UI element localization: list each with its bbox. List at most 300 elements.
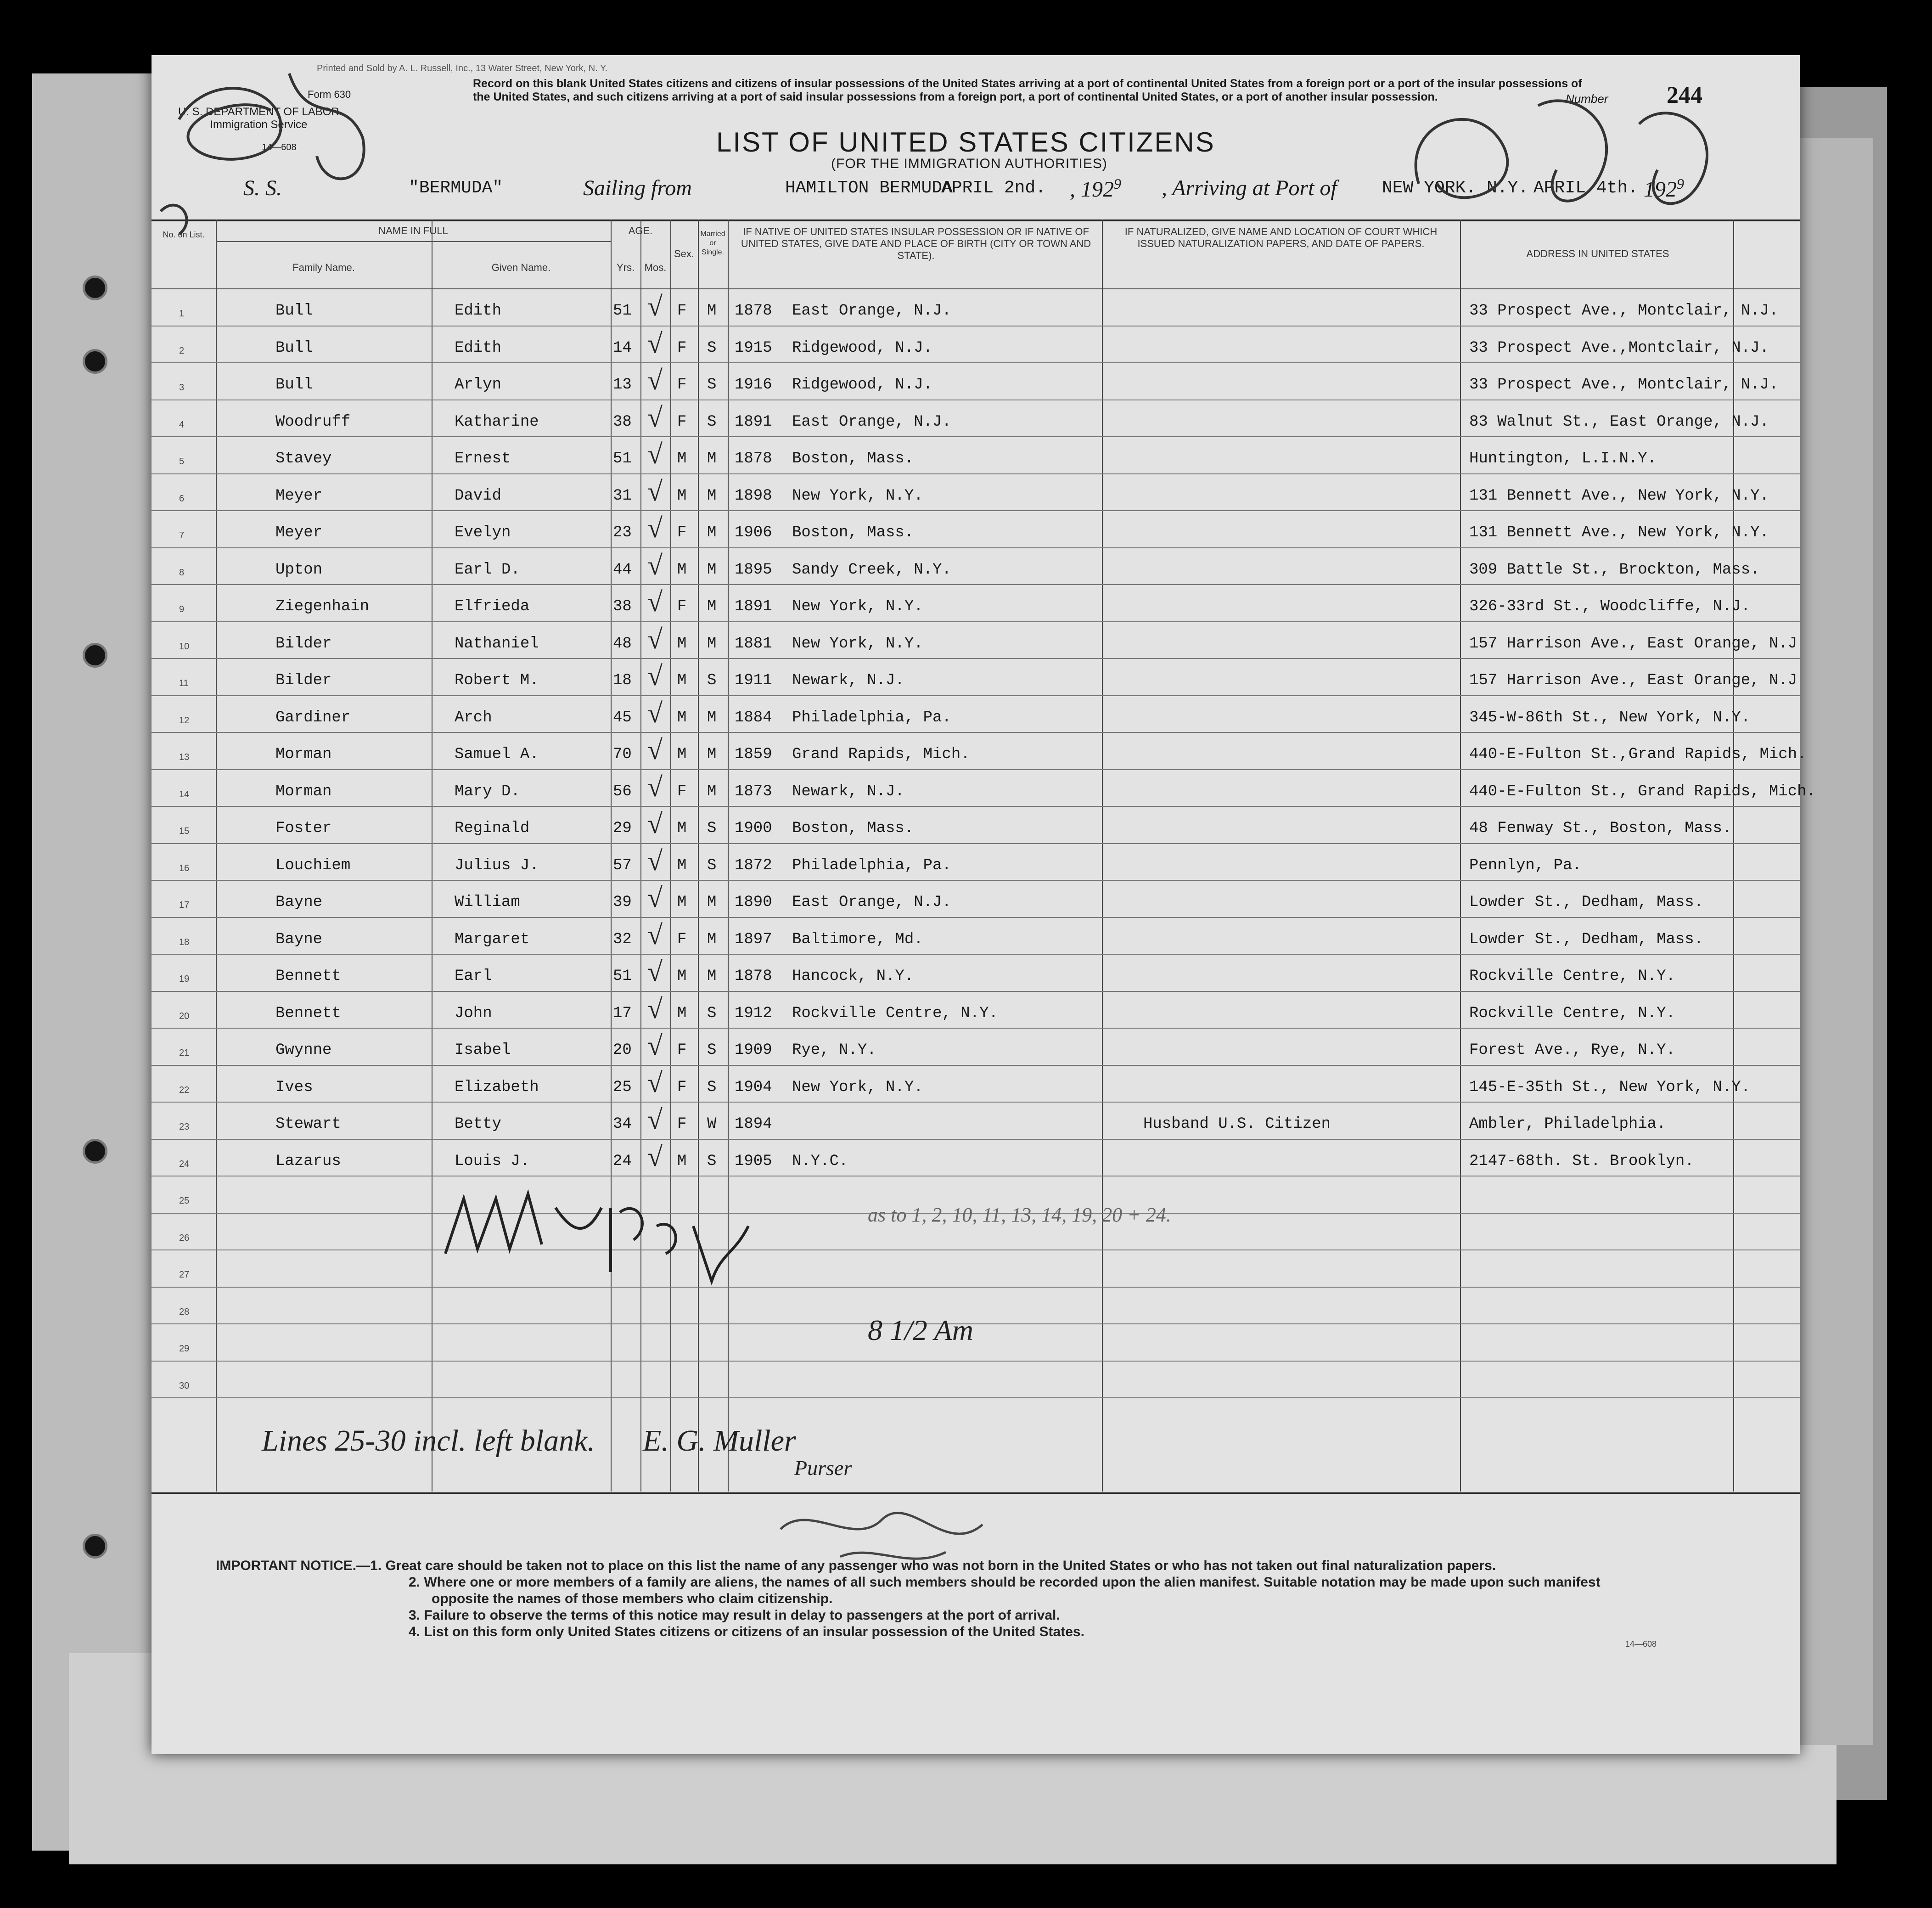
cell-ms: S: [707, 1078, 717, 1096]
col-header-mos: Mos.: [644, 262, 667, 273]
cell-place: New York, N.Y.: [792, 1078, 923, 1096]
cell-given: Edith: [455, 339, 502, 357]
cell-address: Pennlyn, Pa.: [1469, 856, 1582, 874]
department-name: U. S. DEPARTMENT OF LABOR: [178, 106, 339, 118]
cell-family: Foster: [275, 820, 332, 837]
cell-place: Rye, N.Y.: [792, 1041, 876, 1059]
cell-year: 1891: [735, 413, 772, 431]
manifest-page: [152, 55, 1816, 1754]
printer-line: Printed and Sold by A. L. Russell, Inc., 13 Water Street, New York, N. Y.: [317, 63, 608, 73]
cell-address: 48 Fenway St., Boston, Mass.: [1469, 820, 1732, 837]
arrival-date: APRIL 4th.: [1533, 178, 1639, 198]
cell-no: 7: [179, 530, 185, 540]
cell-age: 38: [613, 598, 632, 615]
col-rule: [640, 220, 641, 1492]
check-mark: √: [647, 809, 663, 839]
cell-no: 26: [179, 1233, 190, 1243]
col-header-yrs: Yrs.: [616, 262, 635, 273]
preamble-text: Record on this blank United States citizens and citizens of insular possessions of the United States arriving at a port of continental United States from a foreign port or a port of the insular possessions of the United States, and such citizens arriving at a port of said insular possessions from a foreign port, a port of continental United States, or a port of another insular possession.: [473, 77, 1582, 103]
cell-year: 1859: [735, 746, 772, 763]
cell-family: Bayne: [275, 894, 323, 911]
cell-address: Ambler, Philadelphia.: [1469, 1115, 1666, 1133]
check-mark: √: [647, 661, 663, 691]
page-title: LIST OF UNITED STATES CITIZENS: [716, 127, 1215, 158]
cell-sex: F: [677, 1115, 687, 1133]
form-code: 14—608: [262, 142, 297, 152]
cell-ms: S: [707, 1152, 717, 1170]
cell-family: Meyer: [275, 524, 323, 541]
cell-place: Newark, N.J.: [792, 782, 904, 800]
cell-family: Bennett: [275, 968, 341, 985]
cell-age: 56: [613, 782, 632, 800]
binder-hole: [83, 276, 107, 300]
cell-address: Rockville Centre, N.Y.: [1469, 968, 1675, 985]
cell-year: 1904: [735, 1078, 772, 1096]
check-mark: √: [647, 1067, 663, 1098]
cell-family: Bilder: [275, 635, 332, 653]
col-rule: [216, 220, 217, 1492]
cell-ms: S: [707, 413, 717, 431]
cell-address: 309 Battle St., Brockton, Mass.: [1469, 561, 1760, 579]
cell-family: Gardiner: [275, 709, 351, 726]
cell-given: Betty: [455, 1115, 502, 1133]
cell-address: 345-W-86th St., New York, N.Y.: [1469, 709, 1751, 726]
row-rule: [152, 362, 1800, 363]
cell-no: 6: [179, 493, 185, 504]
check-mark: √: [647, 993, 663, 1024]
cell-ms: M: [707, 746, 717, 763]
cell-place: Ridgewood, N.J.: [792, 376, 933, 394]
sailing-year: [1070, 175, 1121, 202]
cell-given: Mary D.: [455, 782, 520, 800]
cell-ms: M: [707, 894, 717, 911]
cell-place: New York, N.Y.: [792, 598, 923, 615]
cell-no: 30: [179, 1380, 190, 1391]
cell-no: 4: [179, 419, 185, 430]
cell-place: Boston, Mass.: [792, 524, 914, 541]
col-rule: [1102, 220, 1103, 1492]
row-rule: [152, 1287, 1800, 1288]
notice-item-2-cont: opposite the names of those members who claim citizenship.: [432, 1591, 833, 1606]
cell-no: 9: [179, 604, 185, 614]
cell-ms: M: [707, 968, 717, 985]
cell-family: Gwynne: [275, 1041, 332, 1059]
cell-address: 440-E-Fulton St.,Grand Rapids, Mich.: [1469, 746, 1807, 763]
cell-age: 39: [613, 894, 632, 911]
cell-age: 29: [613, 820, 632, 837]
sailing-label: Sailing from: [583, 176, 692, 200]
cell-age: 20: [613, 1041, 632, 1059]
cell-place: East Orange, N.J.: [792, 302, 951, 320]
cell-place: N.Y.C.: [792, 1152, 848, 1170]
cell-age: 32: [613, 930, 632, 948]
cell-sex: F: [677, 339, 687, 357]
arriving-label: , Arriving at Port of: [1162, 176, 1337, 200]
cell-address: Forest Ave., Rye, N.Y.: [1469, 1041, 1675, 1059]
cell-family: Ziegenhain: [275, 598, 370, 615]
check-mark: √: [647, 957, 663, 987]
cell-family: Louchiem: [275, 856, 351, 874]
back-sheet-right-2: [1791, 138, 1873, 1745]
cell-family: Bull: [275, 376, 313, 394]
check-mark: √: [647, 291, 663, 321]
cell-year: 1905: [735, 1152, 772, 1170]
col-header-name-group: NAME IN FULL: [378, 225, 448, 236]
cell-sex: F: [677, 598, 687, 615]
cell-year: 1906: [735, 524, 772, 541]
check-mark: √: [647, 845, 663, 876]
row-rule: [152, 843, 1800, 844]
cell-family: Bayne: [275, 930, 323, 948]
notice-item-2: 2. Where one or more members of a family are aliens, the names of all such members should be recorded upon the alien manifest. Suitable notation may be made upon such manifest: [409, 1575, 1601, 1590]
cell-sex: M: [677, 561, 687, 579]
col-header-address: ADDRESS IN UNITED STATES: [1526, 248, 1669, 259]
cell-place: East Orange, N.J.: [792, 413, 951, 431]
cell-sex: M: [677, 487, 687, 505]
cell-sex: M: [677, 894, 687, 911]
cell-age: 14: [613, 339, 632, 357]
cell-address: 326-33rd St., Woodcliffe, N.J.: [1469, 598, 1751, 615]
cell-ms: M: [707, 487, 717, 505]
cell-age: 34: [613, 1115, 632, 1133]
cell-family: Bull: [275, 302, 313, 320]
check-mark: √: [647, 513, 663, 543]
check-mark: √: [647, 365, 663, 395]
cell-age: 51: [613, 302, 632, 320]
time-note: 8 1/2 Am: [868, 1314, 973, 1346]
inspector-note: as to 1, 2, 10, 11, 13, 14, 19, 20 + 24.: [868, 1204, 1171, 1226]
cell-year: 1884: [735, 709, 772, 726]
cell-ms: M: [707, 450, 717, 467]
cell-given: William: [455, 894, 520, 911]
row-rule: [152, 1065, 1800, 1066]
col-rule: [698, 220, 699, 1492]
binder-hole: [83, 1534, 107, 1559]
check-mark: √: [647, 919, 663, 950]
cell-family: Woodruff: [275, 413, 351, 431]
row-rule: [152, 1361, 1800, 1362]
cell-place: Boston, Mass.: [792, 820, 914, 837]
form-number: Form 630: [308, 89, 351, 100]
check-mark: √: [647, 735, 663, 765]
cell-no: 17: [179, 900, 190, 910]
notice-item-4: 4. List on this form only United States citizens or citizens of an insular possession of the United States.: [409, 1624, 1084, 1639]
arrival-year-prefix: 192: [1644, 177, 1677, 202]
cell-address: 2147-68th. St. Brooklyn.: [1469, 1152, 1694, 1170]
binder-hole: [83, 643, 107, 668]
cell-given: Louis J.: [455, 1152, 530, 1170]
cell-address: 157 Harrison Ave., East Orange, N.J: [1469, 672, 1797, 689]
col-header-family: Family Name.: [292, 262, 355, 273]
cell-age: 70: [613, 746, 632, 763]
cell-given: Katharine: [455, 413, 539, 431]
cell-no: 29: [179, 1344, 190, 1354]
row-rule: [152, 1139, 1800, 1140]
cell-ms: M: [707, 709, 717, 726]
cell-address: Huntington, L.I.N.Y.: [1469, 450, 1657, 467]
cell-place: New York, N.Y.: [792, 487, 923, 505]
cell-given: Reginald: [455, 820, 530, 837]
cell-given: John: [455, 1004, 492, 1022]
row-rule: [152, 1249, 1800, 1250]
cell-no: 19: [179, 974, 190, 984]
row-rule: [152, 806, 1800, 807]
cell-ms: W: [707, 1115, 717, 1133]
cell-given: Margaret: [455, 930, 530, 948]
cell-no: 25: [179, 1196, 190, 1206]
check-mark: √: [647, 476, 663, 507]
cell-no: 10: [179, 641, 190, 652]
cell-age: 51: [613, 968, 632, 985]
top-left-scribble: [152, 55, 390, 248]
cell-sex: F: [677, 524, 687, 541]
check-mark: √: [647, 587, 663, 617]
cell-address: 83 Walnut St., East Orange, N.J.: [1469, 413, 1769, 431]
check-mark: √: [647, 328, 663, 359]
cell-year: 1891: [735, 598, 772, 615]
cell-family: Stewart: [275, 1115, 341, 1133]
row-rule: [152, 436, 1800, 437]
col-header-age: AGE.: [628, 225, 653, 236]
inspector-signature-scribble: [436, 1180, 849, 1290]
purser-signature: E. G. Muller: [643, 1424, 796, 1458]
sailing-date: APRIL 2nd.: [941, 178, 1046, 198]
cell-given: David: [455, 487, 502, 505]
cell-no: 16: [179, 863, 190, 873]
sailing-year-digit: 9: [1114, 175, 1121, 192]
arrival-port: NEW YORK. N.Y.: [1382, 178, 1529, 198]
binder-hole: [83, 349, 107, 374]
cell-age: 51: [613, 450, 632, 467]
check-mark: √: [647, 1141, 663, 1172]
cell-given: Earl: [455, 968, 492, 985]
cell-age: 45: [613, 709, 632, 726]
cell-year: 1900: [735, 820, 772, 837]
cell-place: Baltimore, Md.: [792, 930, 923, 948]
notice-item-1: —1. Great care should be taken not to place on this list the name of any passenger who was not born in the United States or who has not taken out final naturalization papers.: [356, 1558, 1496, 1573]
cell-ms: S: [707, 376, 717, 394]
cell-place: East Orange, N.J.: [792, 894, 951, 911]
cell-age: 38: [613, 413, 632, 431]
top-right-scribble: [1382, 69, 1758, 262]
notice-label: IMPORTANT NOTICE.: [216, 1558, 357, 1573]
check-mark: √: [647, 698, 663, 728]
cell-family: Bull: [275, 339, 313, 357]
cell-sex: M: [677, 746, 687, 763]
check-mark: √: [647, 402, 663, 433]
cell-year: 1878: [735, 302, 772, 320]
cell-age: 57: [613, 856, 632, 874]
cell-place: Sandy Creek, N.Y.: [792, 561, 951, 579]
cell-no: 22: [179, 1085, 190, 1095]
sailing-year-prefix: , 192: [1070, 177, 1114, 202]
col-header-given: Given Name.: [491, 262, 551, 273]
cell-place: Philadelphia, Pa.: [792, 709, 951, 726]
cell-sex: M: [677, 709, 687, 726]
cell-age: 44: [613, 561, 632, 579]
cell-address: 145-E-35th St., New York, N.Y.: [1469, 1078, 1751, 1096]
cell-address: 131 Bennett Ave., New York, N.Y.: [1469, 524, 1769, 541]
cell-age: 18: [613, 672, 632, 689]
arrival-year-digit: 9: [1677, 175, 1684, 192]
sailing-from: HAMILTON BERMUDA: [785, 178, 953, 198]
check-mark: √: [647, 550, 663, 580]
cell-address: 33 Prospect Ave.,Montclair, N.J.: [1469, 339, 1769, 357]
lines-blank-note: Lines 25-30 incl. left blank.: [262, 1424, 595, 1458]
cell-ms: S: [707, 820, 717, 837]
cell-sex: M: [677, 820, 687, 837]
row-rule: [152, 769, 1800, 770]
cell-given: Ernest: [455, 450, 511, 467]
cell-family: Morman: [275, 746, 332, 763]
row-rule: [152, 658, 1800, 659]
cell-year: 1890: [735, 894, 772, 911]
notice-block: [216, 1558, 1601, 1640]
purser-title: Purser: [794, 1456, 852, 1480]
cell-year: 1894: [735, 1115, 772, 1133]
cell-year: 1895: [735, 561, 772, 579]
binder-hole: [83, 1139, 107, 1164]
cell-place: Philadelphia, Pa.: [792, 856, 951, 874]
col-header-birth: IF NATIVE OF UNITED STATES INSULAR POSSESSION OR IF NATIVE OF UNITED STATES, GIVE DATE AND PLACE OF BIRTH (CITY OR TOWN AND STATE).: [741, 226, 1091, 261]
cell-place: Rockville Centre, N.Y.: [792, 1004, 998, 1022]
cell-year: 1878: [735, 450, 772, 467]
cell-family: Morman: [275, 782, 332, 800]
cell-given: Isabel: [455, 1041, 511, 1059]
cell-year: 1872: [735, 856, 772, 874]
col-header-sex: Sex.: [674, 248, 695, 259]
ship-name: "BERMUDA": [409, 178, 503, 198]
cell-place: Grand Rapids, Mich.: [792, 746, 970, 763]
cell-family: Meyer: [275, 487, 323, 505]
cell-ms: M: [707, 635, 717, 653]
cell-ms: M: [707, 930, 717, 948]
row-rule: [152, 732, 1800, 733]
cell-year: 1912: [735, 1004, 772, 1022]
col-rule: [1460, 220, 1461, 1492]
cell-family: Ives: [275, 1078, 313, 1096]
cell-given: Samuel A.: [455, 746, 539, 763]
cell-given: Elizabeth: [455, 1078, 539, 1096]
cell-given: Evelyn: [455, 524, 511, 541]
cell-ms: S: [707, 1004, 717, 1022]
col-header-married: Married or Single.: [700, 230, 725, 256]
cell-family: Lazarus: [275, 1152, 341, 1170]
cell-family: Bilder: [275, 672, 332, 689]
cell-place: Ridgewood, N.J.: [792, 339, 933, 357]
cell-sex: M: [677, 450, 687, 467]
cell-no: 8: [179, 567, 185, 578]
number-label: Number: [1566, 92, 1608, 106]
cell-no: 28: [179, 1306, 190, 1317]
cell-address: Lowder St., Dedham, Mass.: [1469, 894, 1704, 911]
cell-given: Julius J.: [455, 856, 539, 874]
cell-given: Arch: [455, 709, 492, 726]
cell-address: 157 Harrison Ave., East Orange, N.J: [1469, 635, 1797, 653]
cell-year: 1881: [735, 635, 772, 653]
row-rule: [152, 473, 1800, 474]
cell-sex: M: [677, 968, 687, 985]
cell-year: 1915: [735, 339, 772, 357]
cell-place: Hancock, N.Y.: [792, 968, 914, 985]
cell-family: Upton: [275, 561, 323, 579]
row-rule: [152, 991, 1800, 992]
row-rule: [152, 954, 1800, 955]
cell-year: 1909: [735, 1041, 772, 1059]
cell-no: 23: [179, 1122, 190, 1132]
cell-sex: F: [677, 1041, 687, 1059]
cell-sex: F: [677, 1078, 687, 1096]
cell-year: 1897: [735, 930, 772, 948]
cell-no: 24: [179, 1159, 190, 1169]
col-rule: [728, 220, 729, 1492]
cell-nat: Husband U.S. Citizen: [1143, 1115, 1331, 1133]
cell-given: Elfrieda: [455, 598, 530, 615]
cell-no: 18: [179, 937, 190, 947]
cell-age: 25: [613, 1078, 632, 1096]
cell-address: 440-E-Fulton St., Grand Rapids, Mich.: [1469, 782, 1816, 800]
row-rule: [152, 880, 1800, 881]
cell-sex: M: [677, 1004, 687, 1022]
cell-family: Stavey: [275, 450, 332, 467]
cell-age: 24: [613, 1152, 632, 1170]
cell-place: Newark, N.J.: [792, 672, 904, 689]
cell-ms: M: [707, 782, 717, 800]
service-name: Immigration Service: [210, 118, 308, 131]
cell-ms: M: [707, 561, 717, 579]
check-mark: √: [647, 624, 663, 654]
cell-no: 27: [179, 1270, 190, 1280]
check-mark: √: [647, 1030, 663, 1061]
cell-ms: S: [707, 856, 717, 874]
cell-age: 13: [613, 376, 632, 394]
number-value: 244: [1667, 82, 1702, 108]
check-mark: √: [647, 439, 663, 469]
cell-given: Arlyn: [455, 376, 502, 394]
cell-no: 14: [179, 789, 190, 799]
row-rule: [152, 1323, 1800, 1324]
cell-family: Bennett: [275, 1004, 341, 1022]
ss-label: S. S.: [243, 176, 282, 200]
cell-no: 21: [179, 1048, 190, 1058]
cell-no: 12: [179, 715, 190, 726]
col-rule: [670, 220, 671, 1492]
cell-address: Lowder St., Dedham, Mass.: [1469, 930, 1704, 948]
cell-given: Robert M.: [455, 672, 539, 689]
cell-sex: F: [677, 930, 687, 948]
cell-address: 33 Prospect Ave., Montclair, N.J.: [1469, 302, 1779, 320]
cell-ms: M: [707, 598, 717, 615]
cell-no: 3: [179, 383, 185, 393]
row-rule: [152, 547, 1800, 548]
cell-address: 131 Bennett Ave., New York, N.Y.: [1469, 487, 1769, 505]
cell-address: 33 Prospect Ave., Montclair, N.J.: [1469, 376, 1779, 394]
cell-sex: F: [677, 376, 687, 394]
cell-sex: F: [677, 302, 687, 320]
row-rule: [152, 510, 1800, 511]
check-mark: √: [647, 1104, 663, 1135]
cell-place: Boston, Mass.: [792, 450, 914, 467]
cell-year: 1898: [735, 487, 772, 505]
cell-ms: S: [707, 339, 717, 357]
row-rule: [152, 695, 1800, 696]
page-subtitle: (FOR THE IMMIGRATION AUTHORITIES): [831, 156, 1107, 171]
check-mark: √: [647, 771, 663, 802]
cell-no: 5: [179, 456, 185, 467]
cell-given: Earl D.: [455, 561, 520, 579]
cell-age: 17: [613, 1004, 632, 1022]
cell-sex: M: [677, 856, 687, 874]
